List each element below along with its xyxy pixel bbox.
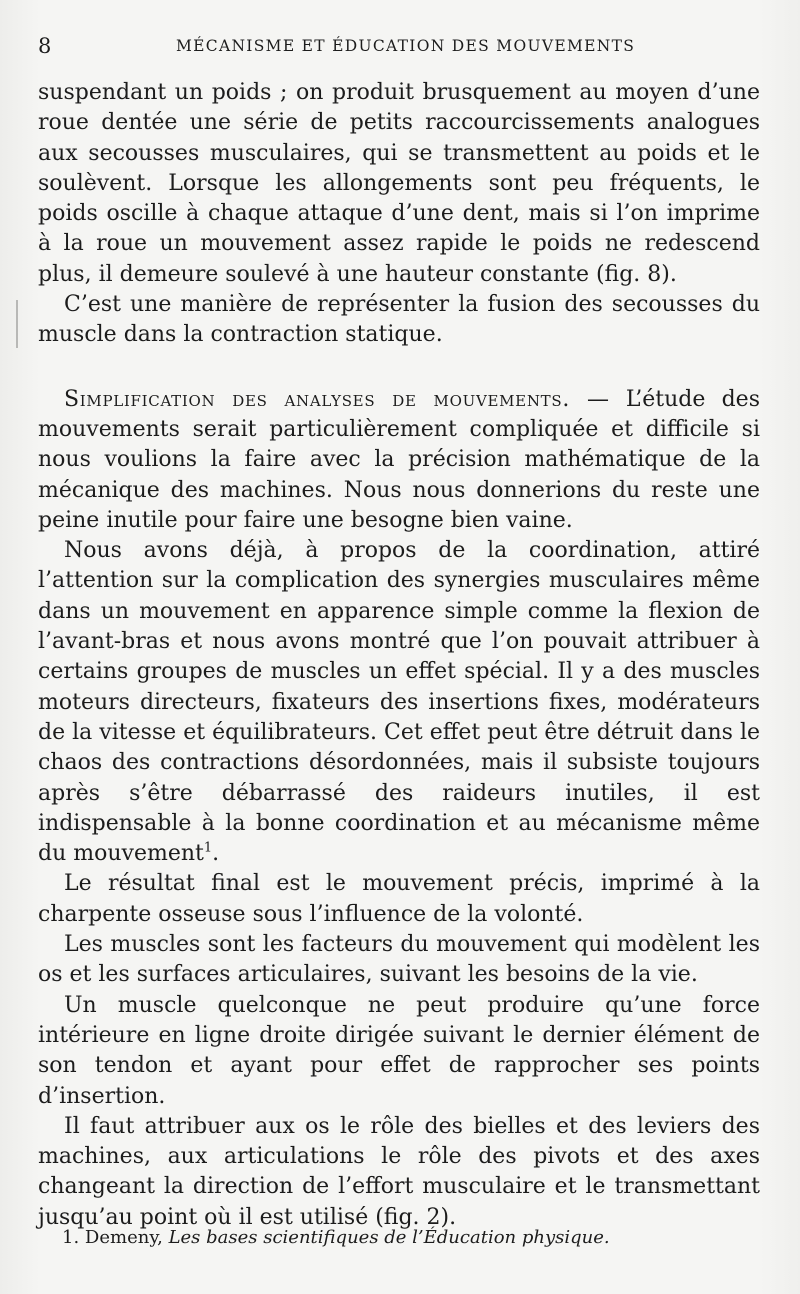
footnote-author: Demeny, — [84, 1227, 163, 1248]
body-text — [38, 78, 760, 1233]
paragraph-coordination — [38, 536, 760, 869]
paragraph-coordination-text: Nous avons déjà, à propos de la coordination, attiré l’attention sur la complication des synergies musculaires même dans un mouvement en apparence simple comme la flexion de l’avant-bras et nous avons montré que l’on pouvait attribuer à certains groupes de muscles un effet spécial. Il y a des muscles moteurs directeurs, fixateurs des insertions fixes, modérateurs de la vitesse et équilibrateurs. Cet effet peut être détruit dans le chaos des contractions désordonnées, mais il subsiste toujours après s’être débarrassé des raideurs inutiles, il est indispensable à la bonne coordination et au mécanisme même du mouvement — [38, 538, 760, 867]
footnote-title: Les bases scientifiques de l’Éducation physique. — [168, 1227, 610, 1248]
footnote-number: 1. — [62, 1227, 80, 1248]
paragraph-force: Un muscle quelconque ne peut produire qu’une force intérieure en ligne droite dirigée suivant le dernier élément de son tendon et ayant pour effet de rapprocher ses points d’insertion. — [38, 992, 760, 1109]
section-paragraph — [38, 385, 760, 536]
footnote-reference: 1 — [203, 840, 213, 856]
running-head — [38, 28, 760, 64]
section-gap — [38, 351, 760, 385]
paragraph-result: Le résultat final est le mouvement précis, imprimé à la charpente osseuse sous l’influence de la volonté. — [38, 871, 760, 927]
footnote — [62, 1226, 742, 1250]
margin-mark — [16, 300, 18, 348]
section-body: L’étude des mouvements serait particulièrement compliquée et difficile si nous voulions la faire avec la précision mathématique de la mécanique des machines. Nous nous donnerions du reste une peine inutile pour faire une besogne bien vaine. — [38, 386, 760, 533]
paragraph-continued: suspendant un poids ; on produit brusquement au moyen d’une roue dentée une série de petits raccourcissements analogues aux secousses musculaires, qui se transmettent au poids et le soulèvent. Lorsque les allongements sont peu fréquents, le poids oscille à chaque attaque d’une dent, mais si l’on imprime à la roue un mouvement assez rapide le poids ne redescend plus, il demeure soulevé à une hauteur constante (fig. 8). — [38, 80, 760, 287]
paragraph-fusion: C’est une manière de représenter la fusion des secousses du muscle dans la contraction statique. — [38, 292, 760, 348]
section-heading: Simplification des analyses de mouvements. — — [64, 386, 610, 412]
running-title: MÉCANISME ET ÉDUCATION DES MOUVEMENTS — [176, 37, 636, 55]
page-number: 8 — [38, 34, 52, 58]
paragraph-bones: Il faut attribuer aux os le rôle des bielles et des leviers des machines, aux articulations le rôle des pivots et des axes changeant la direction de l’effort musculaire et le transmettant jusqu’au point où il est utilisé (fig. 2). — [38, 1113, 760, 1230]
paragraph-muscles: Les muscles sont les facteurs du mouvement qui modèlent les os et les surfaces articulaires, suivant les besoins de la vie. — [38, 932, 760, 988]
footnote-reference-period: . — [212, 841, 220, 867]
